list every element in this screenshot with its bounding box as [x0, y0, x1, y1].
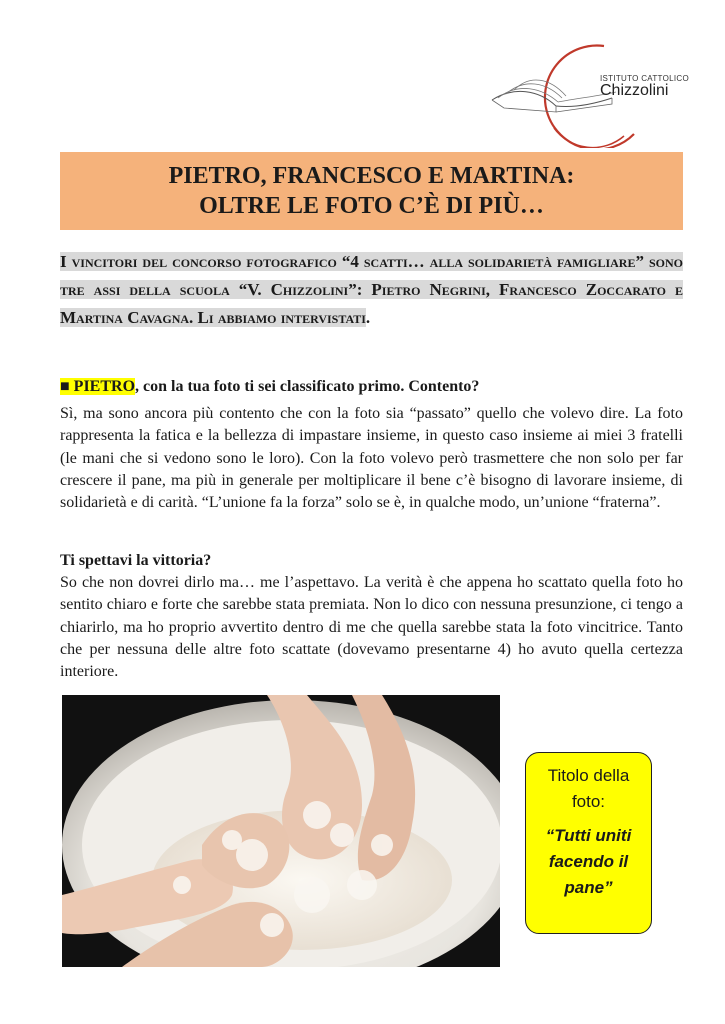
photo-title-line-1: “Tutti uniti — [545, 826, 632, 845]
speaker-marker: ■ PIETRO — [60, 378, 136, 395]
photo-title-line-2: facendo il — [548, 852, 629, 871]
logo-name: Chizzolini — [600, 82, 669, 99]
photo-title — [526, 823, 651, 901]
answer-2: So che non dovrei dirlo ma… me l’aspettavo. La verità è che appena ho scattato quella foto ho sentito chiaro e forte che sarebbe stata premiata. Non lo dico con nessuna presunzione, ci tengo a chiarirlo, ma ho proprio avvertito dentro di me che quella sarebbe stata la foto vincitrice. Tanto che per nessuna delle altre foto scattate (dovevamo presentarne 4) ho avuto quella certezza interiore. — [60, 574, 683, 681]
question-1-text: , con la tua foto ti sei classificato primo. Contento? — [135, 378, 480, 395]
answer-1: Sì, ma sono ancora più contento che con la foto sia “passato” quello che volevo dire. La foto rappresenta la fatica e la bellezza di impastare insieme, in questo caso insieme ai miei 3 fratelli (le mani che si vedono sono le loro). Con la foto volevo però trasmettere che non solo per far crescere il pane, ma più in generale per moltiplicare il bene c’è bisogno di lavorare insieme, di solidarietà e di carità. “L’unione fa la forza” solo se è, in qualche modo, un’unione “fraterna”. — [60, 405, 683, 512]
title-line-1: PIETRO, FRANCESCO E MARTINA: — [168, 163, 575, 189]
label-line-2: foto: — [571, 792, 606, 811]
photo-title-label — [526, 763, 651, 815]
article-title — [60, 152, 683, 230]
question-2: Ti spettavi la vittoria? — [60, 552, 212, 569]
photo-title-line-3: pane” — [564, 878, 613, 897]
winning-photo — [62, 695, 500, 967]
article-lead — [60, 248, 683, 332]
logo-subtitle: ISTITUTO CATTOLICO — [600, 74, 689, 83]
photo-title-box — [525, 752, 652, 934]
question-1 — [60, 376, 683, 398]
label-line-1: Titolo della — [547, 766, 630, 785]
lead-end: . — [365, 308, 371, 327]
lead-text: I vincitori del concorso fotografico “4 scatti… alla solidarietà famigliare” sono tre assi della scuola “V. Chizzolini”: Pietro Negrini, Francesco Zoccarato e Martina Cavagna. Li abbiamo intervistati — [60, 252, 683, 327]
title-line-2: OLTRE LE FOTO C’È DI PIÙ… — [199, 193, 544, 219]
